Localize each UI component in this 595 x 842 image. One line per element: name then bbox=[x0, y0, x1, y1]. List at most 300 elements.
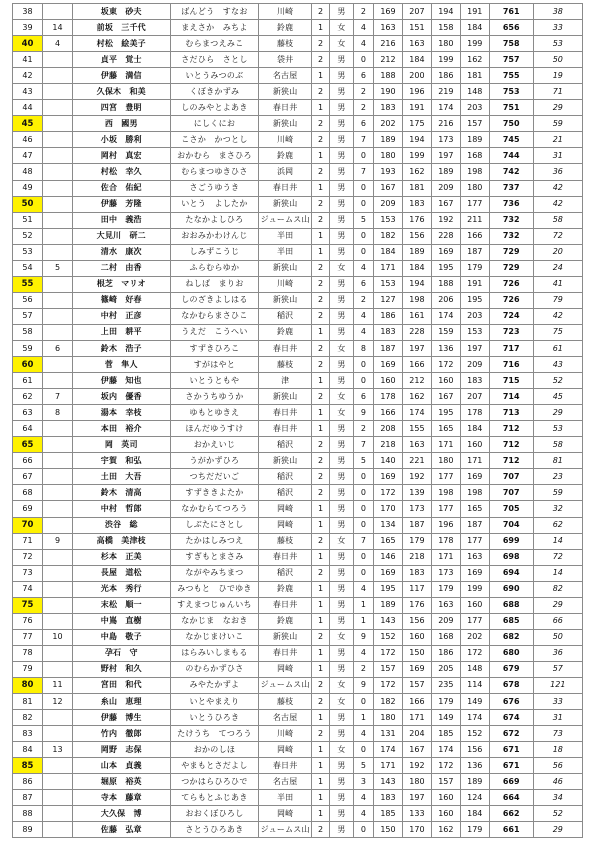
class-rank-cell bbox=[43, 52, 73, 68]
group-cell: 1 bbox=[311, 790, 329, 806]
rank-cell: 39 bbox=[13, 20, 43, 36]
class-rank-cell: 12 bbox=[43, 694, 73, 710]
game1-score-cell: 127 bbox=[374, 292, 403, 308]
game3-score-cell: 195 bbox=[431, 405, 460, 421]
total-score-cell: 674 bbox=[489, 710, 533, 726]
handicap-cell: 2 bbox=[353, 292, 373, 308]
sex-cell: 男 bbox=[330, 822, 354, 838]
total-score-cell: 712 bbox=[489, 437, 533, 453]
player-kana-cell: なかじま なおき bbox=[170, 613, 259, 629]
club-cell: 浜岡 bbox=[259, 164, 312, 180]
note-number-cell: 42 bbox=[533, 196, 582, 212]
class-rank-cell: 10 bbox=[43, 629, 73, 645]
player-name-cell: 岡野 志保 bbox=[73, 742, 171, 758]
game1-score-cell: 193 bbox=[374, 164, 403, 180]
game4-score-cell: 124 bbox=[460, 790, 489, 806]
sex-cell: 男 bbox=[330, 517, 354, 533]
game3-score-cell: 192 bbox=[431, 212, 460, 228]
group-cell: 2 bbox=[311, 4, 329, 20]
game1-score-cell: 180 bbox=[374, 710, 403, 726]
class-rank-cell bbox=[43, 565, 73, 581]
game3-score-cell: 173 bbox=[431, 132, 460, 148]
game4-score-cell: 207 bbox=[460, 389, 489, 405]
table-row bbox=[13, 629, 583, 645]
club-cell: 鈴鹿 bbox=[259, 613, 312, 629]
handicap-cell: 0 bbox=[353, 52, 373, 68]
note-number-cell: 50 bbox=[533, 52, 582, 68]
club-cell: 半田 bbox=[259, 244, 312, 260]
club-cell: 岡崎 bbox=[259, 806, 312, 822]
club-cell: 新狭山 bbox=[259, 116, 312, 132]
player-name-cell: 宮田 和代 bbox=[73, 677, 171, 693]
game4-score-cell: 198 bbox=[460, 164, 489, 180]
player-name-cell: 大久保 博 bbox=[73, 806, 171, 822]
player-kana-cell: ねしば まりお bbox=[170, 276, 259, 292]
note-number-cell: 21 bbox=[533, 132, 582, 148]
game1-score-cell: 189 bbox=[374, 132, 403, 148]
game2-score-cell: 218 bbox=[402, 549, 431, 565]
rank-cell: 53 bbox=[13, 244, 43, 260]
sex-cell: 男 bbox=[330, 437, 354, 453]
game3-score-cell: 160 bbox=[431, 373, 460, 389]
group-cell: 1 bbox=[311, 758, 329, 774]
game2-score-cell: 163 bbox=[402, 36, 431, 52]
table-row bbox=[13, 84, 583, 100]
group-cell: 2 bbox=[311, 453, 329, 469]
handicap-cell: 2 bbox=[353, 84, 373, 100]
handicap-cell: 0 bbox=[353, 517, 373, 533]
group-cell: 1 bbox=[311, 710, 329, 726]
table-row bbox=[13, 357, 583, 373]
handicap-cell: 7 bbox=[353, 164, 373, 180]
game1-score-cell: 218 bbox=[374, 437, 403, 453]
game3-score-cell: 179 bbox=[431, 694, 460, 710]
group-cell: 2 bbox=[311, 694, 329, 710]
game4-score-cell: 149 bbox=[460, 694, 489, 710]
game2-score-cell: 197 bbox=[402, 340, 431, 356]
game2-score-cell: 197 bbox=[402, 790, 431, 806]
club-cell: 川崎 bbox=[259, 726, 312, 742]
player-name-cell: 宇賀 和弘 bbox=[73, 453, 171, 469]
group-cell: 2 bbox=[311, 164, 329, 180]
game4-score-cell: 179 bbox=[460, 260, 489, 276]
total-score-cell: 742 bbox=[489, 164, 533, 180]
game4-score-cell: 114 bbox=[460, 677, 489, 693]
table-row bbox=[13, 742, 583, 758]
sex-cell: 男 bbox=[330, 4, 354, 20]
player-name-cell: 鈴木 清高 bbox=[73, 485, 171, 501]
note-number-cell: 19 bbox=[533, 68, 582, 84]
game4-score-cell: 148 bbox=[460, 661, 489, 677]
handicap-cell: 4 bbox=[353, 806, 373, 822]
player-kana-cell: たなかよしひろ bbox=[170, 212, 259, 228]
club-cell: 藤枝 bbox=[259, 694, 312, 710]
game3-score-cell: 235 bbox=[431, 677, 460, 693]
note-number-cell: 38 bbox=[533, 4, 582, 20]
ranking-table bbox=[12, 3, 583, 838]
player-kana-cell: やまもとさだよし bbox=[170, 758, 259, 774]
rank-cell: 46 bbox=[13, 132, 43, 148]
sex-cell: 男 bbox=[330, 774, 354, 790]
total-score-cell: 723 bbox=[489, 324, 533, 340]
club-cell: 新狭山 bbox=[259, 292, 312, 308]
game2-score-cell: 181 bbox=[402, 180, 431, 196]
class-rank-cell bbox=[43, 84, 73, 100]
player-kana-cell: うえだ こうへい bbox=[170, 324, 259, 340]
handicap-cell: 2 bbox=[353, 421, 373, 437]
total-score-cell: 732 bbox=[489, 212, 533, 228]
game3-score-cell: 197 bbox=[431, 148, 460, 164]
table-row bbox=[13, 533, 583, 549]
group-cell: 2 bbox=[311, 389, 329, 405]
game4-score-cell: 169 bbox=[460, 565, 489, 581]
club-cell: 鈴鹿 bbox=[259, 148, 312, 164]
player-kana-cell: おおみかわけんじ bbox=[170, 228, 259, 244]
game2-score-cell: 191 bbox=[402, 100, 431, 116]
player-kana-cell: つかはらひろひで bbox=[170, 774, 259, 790]
game2-score-cell: 173 bbox=[402, 501, 431, 517]
handicap-cell: 0 bbox=[353, 373, 373, 389]
game1-score-cell: 189 bbox=[374, 597, 403, 613]
table-row bbox=[13, 389, 583, 405]
group-cell: 2 bbox=[311, 308, 329, 324]
sex-cell: 男 bbox=[330, 726, 354, 742]
game3-score-cell: 198 bbox=[431, 485, 460, 501]
group-cell: 1 bbox=[311, 244, 329, 260]
handicap-cell: 0 bbox=[353, 244, 373, 260]
total-score-cell: 726 bbox=[489, 292, 533, 308]
game2-score-cell: 184 bbox=[402, 260, 431, 276]
player-name-cell: 伊藤 芳隆 bbox=[73, 196, 171, 212]
class-rank-cell bbox=[43, 726, 73, 742]
player-kana-cell: いとうみつのぶ bbox=[170, 68, 259, 84]
game2-score-cell: 189 bbox=[402, 244, 431, 260]
class-rank-cell bbox=[43, 758, 73, 774]
player-name-cell: 根芝 マリオ bbox=[73, 276, 171, 292]
rank-cell: 83 bbox=[13, 726, 43, 742]
total-score-cell: 690 bbox=[489, 581, 533, 597]
note-number-cell: 42 bbox=[533, 180, 582, 196]
handicap-cell: 6 bbox=[353, 116, 373, 132]
handicap-cell: 5 bbox=[353, 758, 373, 774]
player-kana-cell: てらもとふじあき bbox=[170, 790, 259, 806]
note-number-cell: 33 bbox=[533, 20, 582, 36]
game2-score-cell: 169 bbox=[402, 661, 431, 677]
club-cell: ジュームス山 bbox=[259, 677, 312, 693]
note-number-cell: 72 bbox=[533, 228, 582, 244]
player-name-cell: 竹内 徹郎 bbox=[73, 726, 171, 742]
game2-score-cell: 155 bbox=[402, 421, 431, 437]
class-rank-cell bbox=[43, 116, 73, 132]
rank-cell: 62 bbox=[13, 389, 43, 405]
total-score-cell: 750 bbox=[489, 116, 533, 132]
table-row bbox=[13, 180, 583, 196]
group-cell: 2 bbox=[311, 260, 329, 276]
game4-score-cell: 165 bbox=[460, 501, 489, 517]
total-score-cell: 682 bbox=[489, 629, 533, 645]
player-kana-cell: おおくぼひろし bbox=[170, 806, 259, 822]
handicap-cell: 0 bbox=[353, 228, 373, 244]
group-cell: 2 bbox=[311, 116, 329, 132]
group-cell: 1 bbox=[311, 180, 329, 196]
club-cell: 川崎 bbox=[259, 132, 312, 148]
total-score-cell: 755 bbox=[489, 68, 533, 84]
group-cell: 2 bbox=[311, 629, 329, 645]
total-score-cell: 713 bbox=[489, 405, 533, 421]
club-cell: 半田 bbox=[259, 228, 312, 244]
club-cell: 名古屋 bbox=[259, 68, 312, 84]
group-cell: 1 bbox=[311, 613, 329, 629]
note-number-cell: 31 bbox=[533, 710, 582, 726]
player-kana-cell: なかじまけいこ bbox=[170, 629, 259, 645]
note-number-cell: 42 bbox=[533, 308, 582, 324]
game2-score-cell: 139 bbox=[402, 485, 431, 501]
note-number-cell: 56 bbox=[533, 758, 582, 774]
player-name-cell: 孕石 守 bbox=[73, 645, 171, 661]
game2-score-cell: 199 bbox=[402, 148, 431, 164]
rank-cell: 73 bbox=[13, 565, 43, 581]
player-name-cell: 西 國男 bbox=[73, 116, 171, 132]
club-cell: 新狭山 bbox=[259, 84, 312, 100]
club-cell: 新狭山 bbox=[259, 389, 312, 405]
group-cell: 2 bbox=[311, 357, 329, 373]
game4-score-cell: 189 bbox=[460, 774, 489, 790]
game4-score-cell: 177 bbox=[460, 196, 489, 212]
class-rank-cell bbox=[43, 517, 73, 533]
class-rank-cell: 4 bbox=[43, 36, 73, 52]
game1-score-cell: 208 bbox=[374, 421, 403, 437]
game1-score-cell: 157 bbox=[374, 661, 403, 677]
game4-score-cell: 153 bbox=[460, 324, 489, 340]
player-name-cell: 野村 和久 bbox=[73, 661, 171, 677]
class-rank-cell bbox=[43, 437, 73, 453]
table-row bbox=[13, 758, 583, 774]
group-cell: 2 bbox=[311, 84, 329, 100]
player-name-cell: 渋谷 総 bbox=[73, 517, 171, 533]
class-rank-cell: 14 bbox=[43, 20, 73, 36]
table-row bbox=[13, 437, 583, 453]
game3-score-cell: 209 bbox=[431, 613, 460, 629]
total-score-cell: 705 bbox=[489, 501, 533, 517]
table-row bbox=[13, 694, 583, 710]
game3-score-cell: 216 bbox=[431, 116, 460, 132]
rank-cell: 71 bbox=[13, 533, 43, 549]
player-kana-cell: くぼきかずみ bbox=[170, 84, 259, 100]
table-row bbox=[13, 822, 583, 838]
sex-cell: 女 bbox=[330, 340, 354, 356]
rank-cell: 79 bbox=[13, 661, 43, 677]
game3-score-cell: 179 bbox=[431, 581, 460, 597]
game4-score-cell: 172 bbox=[460, 645, 489, 661]
class-rank-cell bbox=[43, 276, 73, 292]
player-name-cell: 湯本 幸枝 bbox=[73, 405, 171, 421]
rank-cell: 48 bbox=[13, 164, 43, 180]
sex-cell: 男 bbox=[330, 68, 354, 84]
total-score-cell: 715 bbox=[489, 373, 533, 389]
class-rank-cell bbox=[43, 100, 73, 116]
table-row bbox=[13, 645, 583, 661]
rank-cell: 47 bbox=[13, 148, 43, 164]
table-row bbox=[13, 196, 583, 212]
game3-score-cell: 206 bbox=[431, 292, 460, 308]
handicap-cell: 4 bbox=[353, 260, 373, 276]
player-kana-cell: まえさか みちよ bbox=[170, 20, 259, 36]
game4-score-cell: 203 bbox=[460, 308, 489, 324]
player-kana-cell: すえまつじゅんいち bbox=[170, 597, 259, 613]
player-kana-cell: すずききよたか bbox=[170, 485, 259, 501]
game3-score-cell: 172 bbox=[431, 357, 460, 373]
club-cell: 半田 bbox=[259, 790, 312, 806]
game2-score-cell: 162 bbox=[402, 389, 431, 405]
class-rank-cell: 8 bbox=[43, 405, 73, 421]
game2-score-cell: 192 bbox=[402, 758, 431, 774]
player-kana-cell: すぎもとまさみ bbox=[170, 549, 259, 565]
table-row bbox=[13, 469, 583, 485]
table-row bbox=[13, 453, 583, 469]
game2-score-cell: 196 bbox=[402, 84, 431, 100]
table-row bbox=[13, 116, 583, 132]
game4-score-cell: 152 bbox=[460, 726, 489, 742]
total-score-cell: 726 bbox=[489, 276, 533, 292]
note-number-cell: 73 bbox=[533, 726, 582, 742]
sex-cell: 男 bbox=[330, 790, 354, 806]
total-score-cell: 753 bbox=[489, 84, 533, 100]
note-number-cell: 43 bbox=[533, 357, 582, 373]
group-cell: 2 bbox=[311, 212, 329, 228]
game1-score-cell: 172 bbox=[374, 485, 403, 501]
rank-cell: 78 bbox=[13, 645, 43, 661]
handicap-cell: 9 bbox=[353, 405, 373, 421]
game4-score-cell: 211 bbox=[460, 212, 489, 228]
class-rank-cell bbox=[43, 790, 73, 806]
game2-score-cell: 162 bbox=[402, 164, 431, 180]
player-kana-cell: ゆもとゆきえ bbox=[170, 405, 259, 421]
total-score-cell: 736 bbox=[489, 196, 533, 212]
handicap-cell: 7 bbox=[353, 437, 373, 453]
class-rank-cell bbox=[43, 164, 73, 180]
sex-cell: 男 bbox=[330, 116, 354, 132]
player-name-cell: 中村 正彦 bbox=[73, 308, 171, 324]
class-rank-cell bbox=[43, 710, 73, 726]
rank-cell: 76 bbox=[13, 613, 43, 629]
rank-cell: 51 bbox=[13, 212, 43, 228]
game3-score-cell: 169 bbox=[431, 244, 460, 260]
group-cell: 1 bbox=[311, 661, 329, 677]
rank-cell: 44 bbox=[13, 100, 43, 116]
game3-score-cell: 209 bbox=[431, 180, 460, 196]
player-name-cell: 四宮 豊明 bbox=[73, 100, 171, 116]
sex-cell: 男 bbox=[330, 710, 354, 726]
club-cell: 新狭山 bbox=[259, 196, 312, 212]
class-rank-cell bbox=[43, 485, 73, 501]
player-kana-cell: しぶたにさとし bbox=[170, 517, 259, 533]
game4-score-cell: 209 bbox=[460, 357, 489, 373]
game3-score-cell: 199 bbox=[431, 52, 460, 68]
player-name-cell: 久保木 和美 bbox=[73, 84, 171, 100]
game1-score-cell: 167 bbox=[374, 180, 403, 196]
player-kana-cell: ふらむらゆか bbox=[170, 260, 259, 276]
player-name-cell: 篠崎 好春 bbox=[73, 292, 171, 308]
total-score-cell: 661 bbox=[489, 822, 533, 838]
game2-score-cell: 228 bbox=[402, 324, 431, 340]
club-cell: 岡崎 bbox=[259, 661, 312, 677]
total-score-cell: 685 bbox=[489, 613, 533, 629]
club-cell: 藤枝 bbox=[259, 533, 312, 549]
note-number-cell: 79 bbox=[533, 292, 582, 308]
player-kana-cell: しのみやとよあき bbox=[170, 100, 259, 116]
handicap-cell: 0 bbox=[353, 565, 373, 581]
rank-cell: 87 bbox=[13, 790, 43, 806]
rank-cell: 68 bbox=[13, 485, 43, 501]
handicap-cell: 2 bbox=[353, 661, 373, 677]
note-number-cell: 36 bbox=[533, 645, 582, 661]
club-cell: 稲沢 bbox=[259, 485, 312, 501]
table-row bbox=[13, 517, 583, 533]
class-rank-cell bbox=[43, 661, 73, 677]
game4-score-cell: 156 bbox=[460, 742, 489, 758]
sex-cell: 女 bbox=[330, 20, 354, 36]
game4-score-cell: 181 bbox=[460, 68, 489, 84]
game1-score-cell: 153 bbox=[374, 212, 403, 228]
group-cell: 2 bbox=[311, 565, 329, 581]
handicap-cell: 1 bbox=[353, 613, 373, 629]
table-row bbox=[13, 36, 583, 52]
sex-cell: 女 bbox=[330, 677, 354, 693]
player-name-cell: 岡村 真宏 bbox=[73, 148, 171, 164]
sex-cell: 男 bbox=[330, 581, 354, 597]
game1-score-cell: 184 bbox=[374, 244, 403, 260]
handicap-cell: 0 bbox=[353, 196, 373, 212]
game3-score-cell: 195 bbox=[431, 260, 460, 276]
handicap-cell: 4 bbox=[353, 790, 373, 806]
game1-score-cell: 180 bbox=[374, 148, 403, 164]
rank-cell: 57 bbox=[13, 308, 43, 324]
game3-score-cell: 180 bbox=[431, 36, 460, 52]
note-number-cell: 14 bbox=[533, 565, 582, 581]
total-score-cell: 704 bbox=[489, 517, 533, 533]
player-name-cell: 中島 敬子 bbox=[73, 629, 171, 645]
game3-score-cell: 205 bbox=[431, 661, 460, 677]
club-cell: ジュームス山 bbox=[259, 212, 312, 228]
class-rank-cell bbox=[43, 597, 73, 613]
sex-cell: 女 bbox=[330, 694, 354, 710]
table-row bbox=[13, 20, 583, 36]
player-kana-cell: すがはやと bbox=[170, 357, 259, 373]
handicap-cell: 0 bbox=[353, 501, 373, 517]
game1-score-cell: 169 bbox=[374, 4, 403, 20]
sex-cell: 女 bbox=[330, 389, 354, 405]
game1-score-cell: 152 bbox=[374, 629, 403, 645]
note-number-cell: 58 bbox=[533, 437, 582, 453]
sex-cell: 男 bbox=[330, 421, 354, 437]
rank-cell: 63 bbox=[13, 405, 43, 421]
game2-score-cell: 133 bbox=[402, 806, 431, 822]
player-name-cell: 大見川 研二 bbox=[73, 228, 171, 244]
sex-cell: 女 bbox=[330, 533, 354, 549]
sex-cell: 男 bbox=[330, 292, 354, 308]
player-name-cell: 杉本 正美 bbox=[73, 549, 171, 565]
rank-cell: 43 bbox=[13, 84, 43, 100]
club-cell: 鈴鹿 bbox=[259, 581, 312, 597]
table-row bbox=[13, 790, 583, 806]
group-cell: 1 bbox=[311, 324, 329, 340]
game1-score-cell: 178 bbox=[374, 389, 403, 405]
group-cell: 2 bbox=[311, 36, 329, 52]
game3-score-cell: 172 bbox=[431, 758, 460, 774]
club-cell: 新狭山 bbox=[259, 260, 312, 276]
rank-cell: 41 bbox=[13, 52, 43, 68]
group-cell: 1 bbox=[311, 501, 329, 517]
